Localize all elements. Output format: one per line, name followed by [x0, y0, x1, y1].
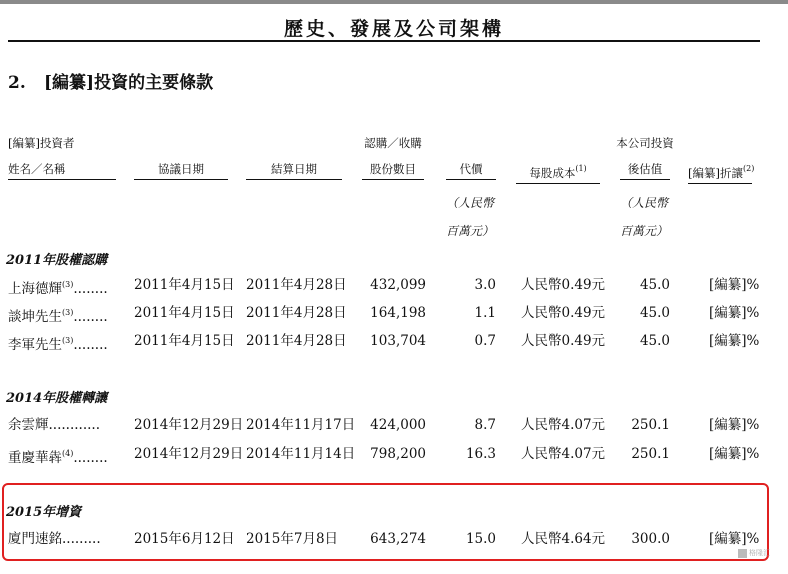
cell-cost: 人民幣4.07元 — [521, 417, 606, 433]
section-number: 2. — [8, 73, 26, 93]
unit-consideration-line2: 百萬元） — [446, 224, 495, 238]
cell-shares: 798,200 — [370, 446, 426, 462]
cell-shares: 103,704 — [370, 333, 426, 349]
investor-name: 廈門速銘......... — [8, 531, 101, 547]
table-row — [0, 414, 788, 436]
cell-completion-date: 2014年11月17日 — [246, 417, 356, 433]
leader-dots: ........ — [73, 337, 108, 353]
cell-discount: [編纂]% — [709, 305, 760, 321]
cell-discount: [編纂]% — [709, 417, 760, 433]
header-discount: [編纂]折讓$^{(2)}$ — [688, 162, 752, 184]
cell-discount: [編纂]% — [709, 333, 760, 349]
cell-completion-date: 2011年4月28日 — [246, 305, 347, 321]
unit-valuation-line2: 百萬元） — [620, 224, 669, 238]
leader-dots: ........ — [73, 309, 108, 325]
investor-name: 李軍先生$^{(3)}$........ — [8, 336, 108, 353]
cell-agreement-date: 2011年4月15日 — [134, 277, 235, 293]
header-shares-line1: 認購／收購 — [364, 136, 422, 150]
discount-footnote-ref: (2) — [742, 164, 755, 173]
watermark-logo-icon — [738, 549, 747, 558]
cell-valuation: 300.0 — [631, 531, 670, 547]
cell-discount: [編纂]% — [709, 531, 760, 547]
cell-valuation: 45.0 — [639, 333, 670, 349]
header-investor-line2: 姓名／名稱 — [8, 162, 116, 180]
cell-agreement-date: 2014年12月29日 — [134, 417, 244, 433]
cell-consideration: 1.1 — [474, 305, 496, 321]
cell-agreement-date: 2011年4月15日 — [134, 333, 235, 349]
header-valuation-line1: 本公司投資 — [616, 136, 674, 150]
header-completion-date: 結算日期 — [246, 162, 342, 180]
table-row — [0, 443, 788, 465]
table-row — [0, 330, 788, 352]
watermark: 格隆汇 — [738, 546, 772, 560]
cell-consideration: 8.7 — [474, 417, 496, 433]
cell-valuation: 45.0 — [639, 277, 670, 293]
cell-shares: 164,198 — [370, 305, 426, 321]
cell-consideration: 15.0 — [465, 531, 496, 547]
investor-name: 重慶華犇$^{(4)}$........ — [8, 449, 108, 466]
cell-completion-date: 2011年4月28日 — [246, 333, 347, 349]
cell-cost: 人民幣0.49元 — [521, 277, 606, 293]
header-rule — [8, 40, 760, 42]
cell-valuation: 45.0 — [639, 305, 670, 321]
table-row — [0, 302, 788, 324]
cell-shares: 432,099 — [370, 277, 426, 293]
cell-shares: 424,000 — [370, 417, 426, 433]
header-shares-line2: 股份數目 — [362, 162, 424, 180]
cell-consideration: 16.3 — [465, 446, 496, 462]
table-row — [0, 274, 788, 296]
cell-completion-date: 2015年7月8日 — [246, 531, 339, 547]
top-border — [0, 0, 788, 4]
cost-footnote-ref: (1) — [575, 164, 587, 173]
footnote-ref: (3) — [62, 280, 74, 289]
leader-dots: ........ — [73, 281, 108, 297]
cell-cost: 人民幣4.64元 — [521, 531, 606, 547]
footnote-ref: (3) — [62, 308, 74, 317]
cell-completion-date: 2014年11月14日 — [246, 446, 356, 462]
leader-dots: ........ — [73, 450, 108, 466]
footnote-ref: (3) — [62, 336, 74, 345]
leader-dots: ............ — [48, 417, 100, 433]
header-valuation-line2: 後估值 — [620, 162, 670, 180]
section-title — [8, 68, 213, 93]
unit-valuation-line1: （人民幣 — [620, 196, 669, 210]
investor-name: 談坤先生$^{(3)}$........ — [8, 308, 108, 325]
page-header-title: 歷史、發展及公司架構 — [283, 18, 504, 40]
group-title-2015: 2015年增資 — [6, 505, 82, 520]
cell-completion-date: 2011年4月28日 — [246, 277, 347, 293]
cell-agreement-date: 2014年12月29日 — [134, 446, 244, 462]
header-agreement-date: 協議日期 — [134, 162, 228, 180]
investor-name: 上海德輝$^{(3)}$........ — [8, 280, 108, 297]
cell-consideration: 3.0 — [474, 277, 496, 293]
header-consideration: 代價 — [446, 162, 496, 180]
cell-agreement-date: 2011年4月15日 — [134, 305, 235, 321]
unit-consideration-line1: （人民幣 — [446, 196, 495, 210]
cell-agreement-date: 2015年6月12日 — [134, 531, 235, 547]
cell-shares: 643,274 — [370, 531, 426, 547]
group-title-2011: 2011年股權認購 — [6, 253, 108, 268]
table-row — [0, 528, 788, 550]
cell-discount: [編纂]% — [709, 277, 760, 293]
investor-name: 余雲輝............ — [8, 417, 100, 433]
header-cost-per-share: 每股成本$^{(1)}$ — [516, 162, 600, 184]
cell-cost: 人民幣0.49元 — [521, 333, 606, 349]
footnote-ref: (4) — [62, 449, 74, 458]
cell-valuation: 250.1 — [631, 446, 670, 462]
cell-valuation: 250.1 — [631, 417, 670, 433]
section-title-text: [編纂]投資的主要條款 — [44, 73, 214, 93]
cell-discount: [編纂]% — [709, 446, 760, 462]
cell-consideration: 0.7 — [474, 333, 496, 349]
header-investor-line1: [編纂]投資者 — [8, 136, 75, 150]
group-title-2014: 2014年股權轉讓 — [6, 391, 108, 406]
cell-cost: 人民幣4.07元 — [521, 446, 606, 462]
leader-dots: ......... — [62, 531, 101, 547]
cell-cost: 人民幣0.49元 — [521, 305, 606, 321]
